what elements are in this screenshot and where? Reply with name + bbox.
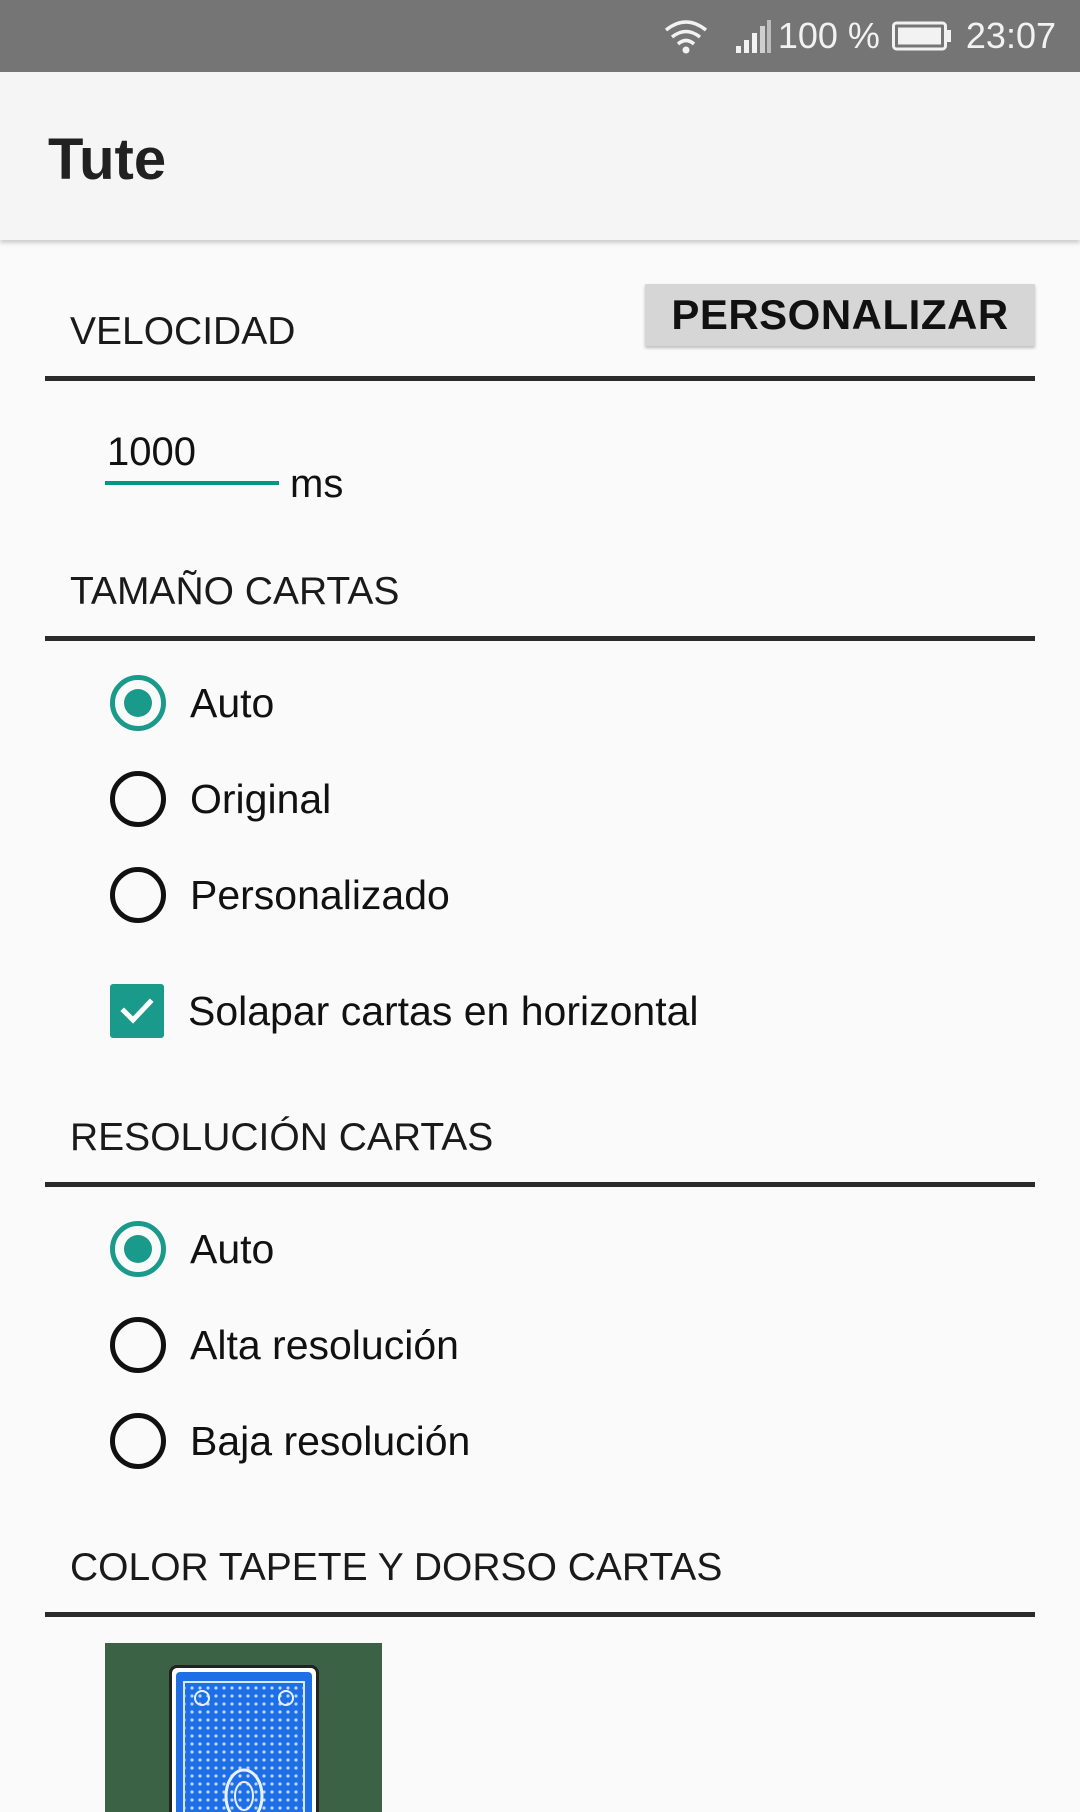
battery-percent: 100 % [777,15,880,56]
card-back-pattern-icon [172,1668,316,1812]
wifi-icon [664,18,708,54]
option-label: Auto [190,679,275,726]
option-label: Baja resolución [190,1417,471,1464]
resolution-option-baja[interactable] [110,1408,470,1474]
app-bar [0,72,1080,240]
radio-unchecked-icon[interactable] [110,867,166,923]
card-back-preview[interactable] [169,1665,319,1812]
status-bar [0,0,1080,72]
section-title-tamano-cartas: TAMAÑO CARTAS [70,570,400,613]
overlap-cards-checkbox[interactable] [110,978,699,1044]
resolution-option-auto[interactable] [110,1216,274,1282]
customize-button[interactable]: PERSONALIZAR [645,284,1035,346]
radio-checked-icon[interactable] [110,1221,166,1277]
battery-icon [892,21,952,51]
checkbox-checked-icon[interactable] [110,984,164,1038]
radio-unchecked-icon[interactable] [110,1413,166,1469]
option-label: Original [190,775,332,822]
app-title: Tute [48,127,167,192]
clock: 23:07 [965,15,1056,56]
radio-unchecked-icon[interactable] [110,771,166,827]
section-title-velocidad: VELOCIDAD [70,310,296,353]
size-option-auto[interactable] [110,670,274,736]
section-title-color-tapete: COLOR TAPETE Y DORSO CARTAS [70,1546,723,1589]
radio-unchecked-icon[interactable] [110,1317,166,1373]
section-tamano-cartas [45,540,1035,641]
signal-icon [734,18,772,54]
section-resolucion-cartas [45,1086,1035,1187]
size-option-personalizado[interactable] [110,862,450,928]
felt-color-preview[interactable] [105,1643,382,1812]
size-option-original[interactable] [110,766,331,832]
speed-unit: ms [290,462,344,506]
radio-checked-icon[interactable] [110,675,166,731]
section-title-resolucion-cartas: RESOLUCIÓN CARTAS [70,1116,494,1159]
resolution-option-alta[interactable] [110,1312,459,1378]
checkmark-icon [117,991,157,1031]
speed-input[interactable] [105,430,279,485]
option-label: Auto [190,1225,275,1272]
checkbox-label: Solapar cartas en horizontal [188,987,699,1034]
option-label: Alta resolución [190,1321,459,1368]
section-color-tapete [45,1516,1035,1617]
option-label: Personalizado [190,871,450,918]
